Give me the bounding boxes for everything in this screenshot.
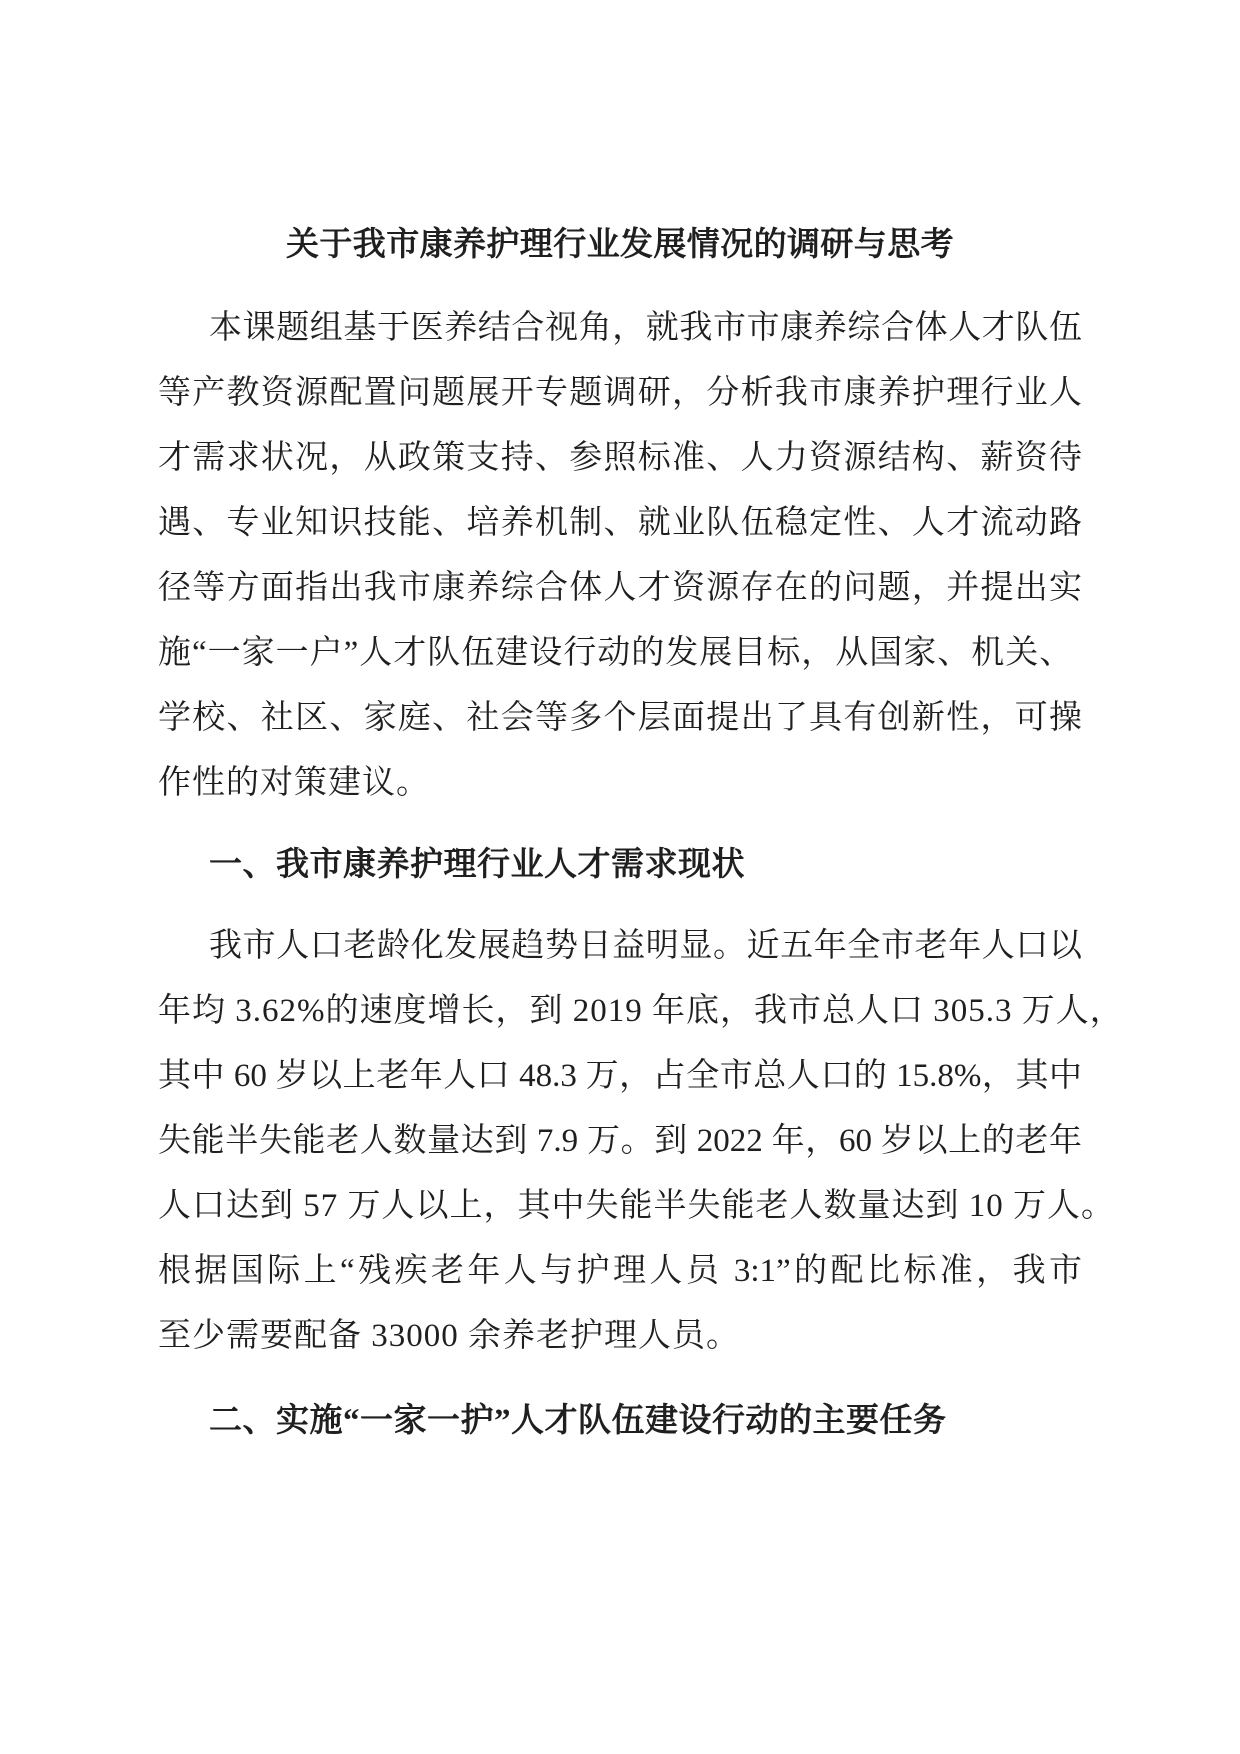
intro-line: 本课题组基于医养结合视角，就我市市康养综合体人才队伍	[209, 310, 1082, 346]
document-title: 关于我市康养护理行业发展情况的调研与思考	[286, 227, 954, 263]
section1-paragraph	[158, 914, 1124, 1369]
document-body	[158, 213, 1124, 1454]
section1-heading: 一、我市康养护理行业人才需求现状	[209, 847, 745, 883]
intro-line: 学校、社区、家庭、社会等多个层面提出了具有创新性，可操	[158, 700, 1082, 736]
section2-heading: 二、实施“一家一护”人才队伍建设行动的主要任务	[209, 1403, 947, 1439]
section1-line: 其中 60 岁以上老年人口 48.3 万，占全市总人口的 15.8%，其中	[158, 1058, 1082, 1094]
section1-line: 我市人口老龄化发展趋势日益明显。近五年全市老年人口以	[209, 928, 1082, 964]
section1-line: 根据国际上“残疾老年人与护理人员 3:1”的配比标准，我市	[158, 1253, 1082, 1289]
intro-line: 径等方面指出我市康养综合体人才资源存在的问题，并提出实	[158, 570, 1082, 606]
section1-line: 至少需要配备 33000 余养老护理人员。	[158, 1318, 740, 1354]
section1-line: 人口达到 57 万人以上，其中失能半失能老人数量达到 10 万人。	[158, 1188, 1115, 1224]
intro-line: 才需求状况，从政策支持、参照标准、人力资源结构、薪资待	[158, 440, 1082, 476]
intro-line: 遇、专业知识技能、培养机制、就业队伍稳定性、人才流动路	[158, 505, 1082, 541]
intro-paragraph	[158, 296, 1082, 816]
intro-line: 等产教资源配置问题展开专题调研，分析我市康养护理行业人	[158, 375, 1082, 411]
section1-line: 失能半失能老人数量达到 7.9 万。到 2022 年，60 岁以上的老年	[158, 1123, 1082, 1159]
section1-line: 年均 3.62%的速度增长，到 2019 年底，我市总人口 305.3 万人，	[158, 993, 1124, 1029]
intro-line: 作性的对策建议。	[158, 765, 430, 801]
intro-line: 施“一家一户”人才队伍建设行动的发展目标，从国家、机关、	[158, 635, 1074, 671]
